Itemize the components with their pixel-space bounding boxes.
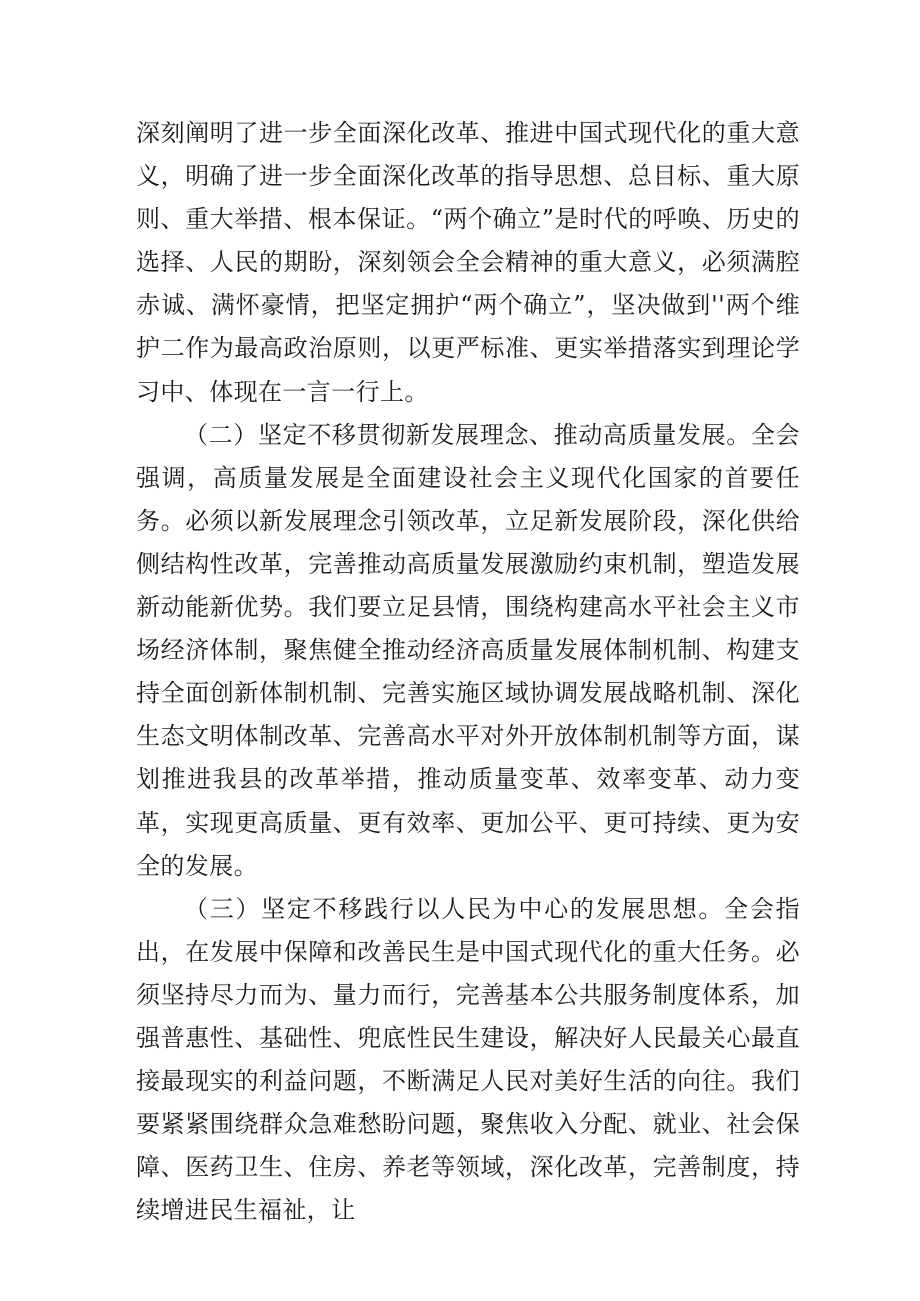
paragraph-3: （三）坚定不移践行以人民为中心的发展思想。全会指出，在发展中保障和改善民生是中国式现代化的重大任务。必须坚持尽力而为、量力而行，完善基本公共服务制度体系，加强普惠性、基础性、兜底性民生建设，解决好人民最关心最直接最现实的利益问题，不断满足人民对美好生活的向往。我们要紧紧围绕群众急难愁盼问题，聚焦收入分配、就业、社会保障、医药卫生、住房、养老等领域，深化改革，完善制度，持续增进民生福祉，让 xyxy=(136,894,800,1225)
paragraph-1: 深刻阐明了进一步全面深化改革、推进中国式现代化的重大意义，明确了进一步全面深化改革的指导思想、总目标、重大原则、重大举措、根本保证。“两个确立”是时代的呼唤、历史的选择、人民的期盼，深刻领会全会精神的重大意义，必须满腔赤诚、满怀豪情，把坚定拥护“两个确立”，坚决做到''两个维护二作为最高政治原则，以更严标准、更实举措落实到理论学习中、体现在一言一行上。 xyxy=(136,119,800,406)
paragraph-2: （二）坚定不移贯彻新发展理念、推动高质量发展。全会强调，高质量发展是全面建设社会主义现代化国家的首要任务。必须以新发展理念引领改革，立足新发展阶段，深化供给侧结构性改革，完善推动高质量发展激励约束机制，塑造发展新动能新优势。我们要立足县情，围绕构建高水平社会主义市场经济体制，聚焦健全推动经济高质量发展体制机制、构建支持全面创新体制机制、完善实施区域协调发展战略机制、深化生态文明体制改革、完善高水平对外开放体制机制等方面，谋划推进我县的改革举措，推动质量变革、效率变革、动力变革，实现更高质量、更有效率、更加公平、更可持续、更为安全的发展。 xyxy=(136,420,800,880)
document-body xyxy=(136,112,800,1232)
